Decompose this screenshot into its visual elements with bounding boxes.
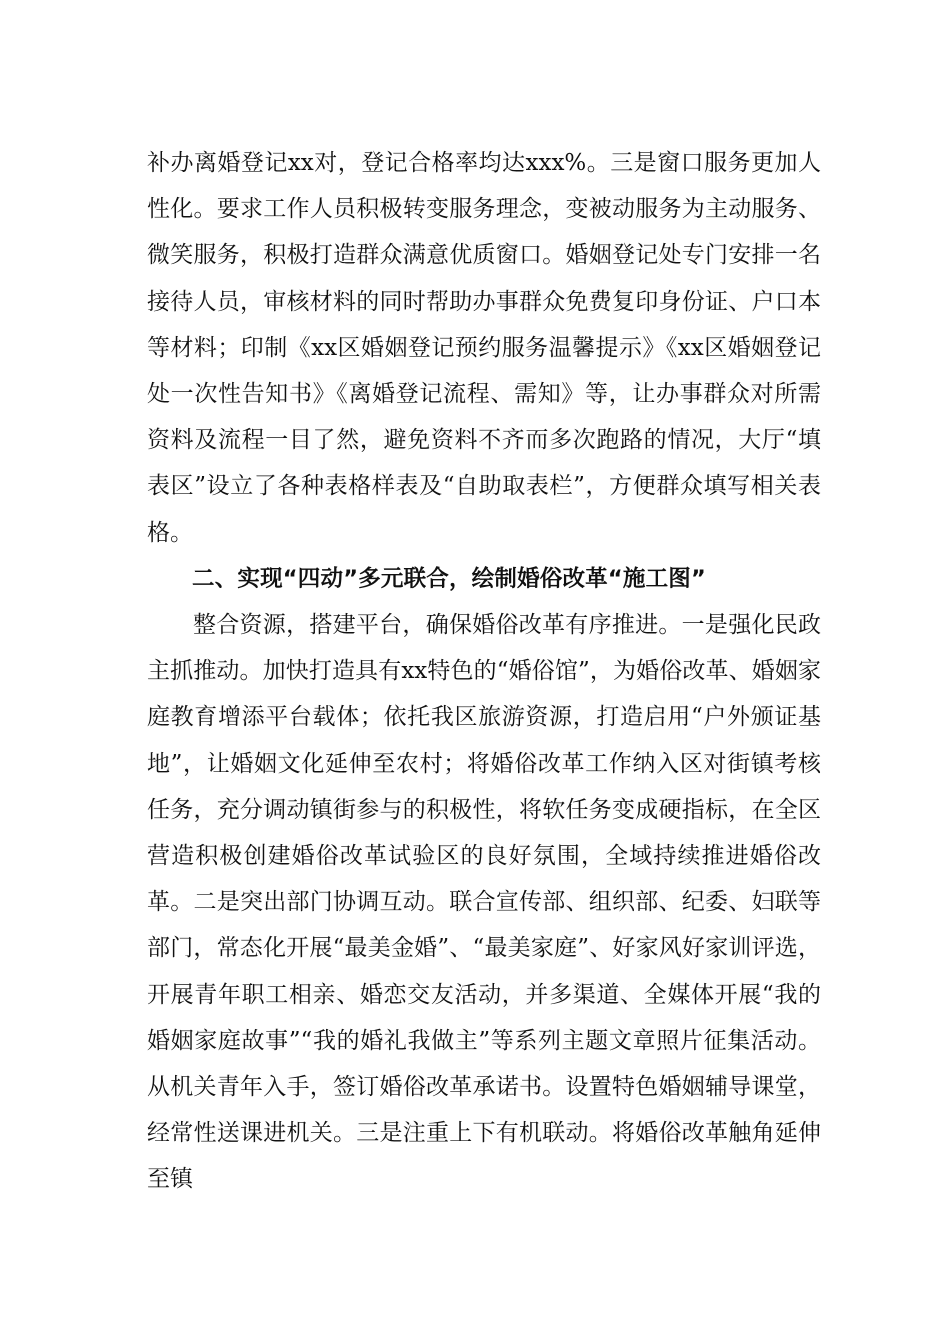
document-body <box>147 140 821 1203</box>
paragraph-window-service: 补办离婚登记xx对，登记合格率均达xxx%。三是窗口服务更加人性化。要求工作人员积极转变服务理念，变被动服务为主动服务、微笑服务，积极打造群众满意优质窗口。婚姻登记处专门安排一名接待人员，审核材料的同时帮助办事群众免费复印身份证、户口本等材料；印制《xx区婚姻登记预约服务温馨提示》《xx区婚姻登记处一次性告知书》《离婚登记流程、需知》等，让办事群众对所需资料及流程一目了然，避免资料不齐而多次跑路的情况，大厅“填表区”设立了各种表格样表及“自助取表栏”，方便群众填写相关表格。 <box>147 150 821 546</box>
paragraph-integrate-resources: 整合资源，搭建平台，确保婚俗改革有序推进。一是强化民政主抓推动。加快打造具有xx特色的“婚俗馆”，为婚俗改革、婚姻家庭教育增添平台载体；依托我区旅游资源，打造启用“户外颁证基地”，让婚姻文化延伸至农村；将婚俗改革工作纳入区对街镇考核任务，充分调动镇街参与的积极性，将软任务变成硬指标，在全区营造积极创建婚俗改革试验区的良好氛围，全域持续推进婚俗改革。二是突出部门协调互动。联合宣传部、组织部、纪委、妇联等部门，常态化开展“最美金婚”、“最美家庭”、好家风好家训评选，开展青年职工相亲、婚恋交友活动，并多渠道、全媒体开展“我的婚姻家庭故事”“我的婚礼我做主”等系列主题文章照片征集活动。从机关青年入手，签订婚俗改革承诺书。设置特色婚姻辅导课堂，经常性送课进机关。三是注重上下有机联动。将婚俗改革触角延伸至镇 <box>147 612 821 1193</box>
section-heading-2: 二、实现“四动”多元联合，绘制婚俗改革“施工图” <box>192 565 706 592</box>
